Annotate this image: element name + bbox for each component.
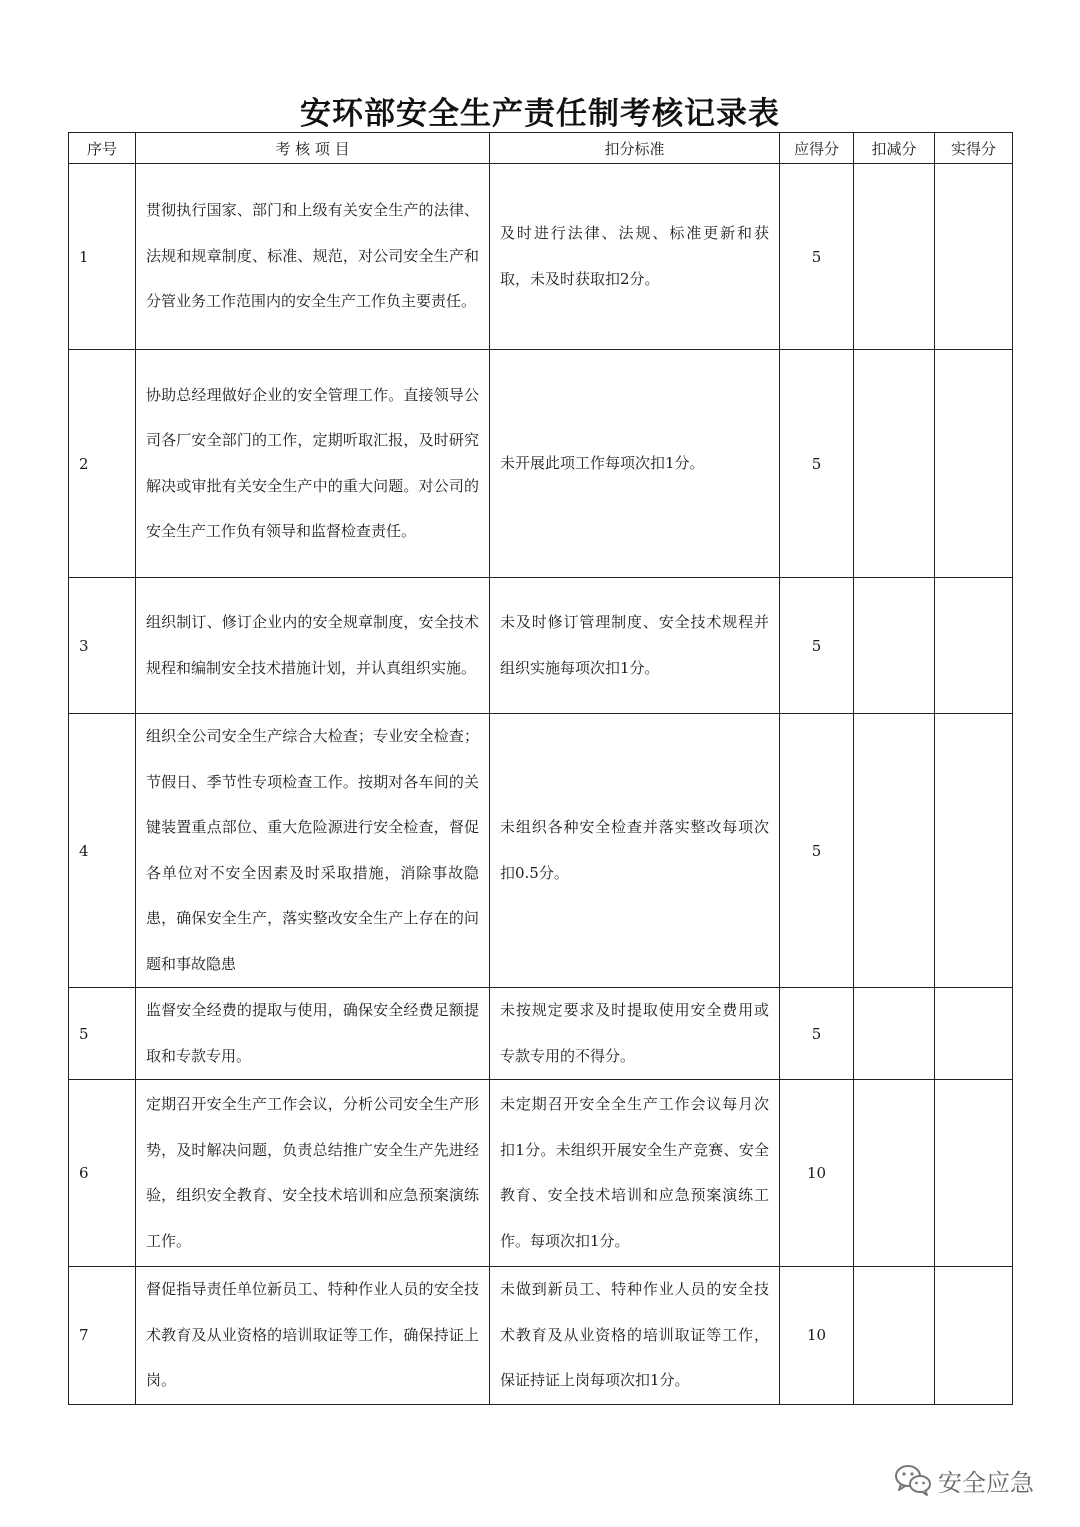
row-item: 组织全公司安全生产综合大检查；专业安全检查；节假日、季节性专项检查工作。按期对各车间的关键装置重点部位、重大危险源进行安全检查，督促各单位对不安全因素及时采取措施，消除事故隐患，确保安全生产，落实整改安全生产上存在的问题和事故隐患: [136, 714, 490, 988]
header-index: 序号: [69, 133, 136, 164]
page-title: 安环部安全生产责任制考核记录表: [300, 96, 780, 132]
row-standard: 未定期召开安全全生产工作会议每月次扣1分。未组织开展安全生产竞赛、安全教育、安全技术培训和应急预案演练工作。每项次扣1分。: [490, 1080, 780, 1267]
row-standard: 未做到新员工、特种作业人员的安全技术教育及从业资格的培训取证等工作，保证持证上岗每项次扣1分。: [490, 1267, 780, 1405]
source-watermark: [894, 1460, 1034, 1500]
row-item: 监督安全经费的提取与使用，确保安全经费足额提取和专款专用。: [136, 988, 490, 1080]
row-full-score: 5: [780, 578, 854, 714]
wechat-icon: [894, 1463, 932, 1497]
row-deduction[interactable]: [854, 578, 935, 714]
row-standard: 未开展此项工作每项次扣1分。: [490, 350, 780, 578]
table-row: [69, 578, 1013, 714]
row-deduction[interactable]: [854, 988, 935, 1080]
row-standard: 未组织各种安全检查并落实整改每项次扣0.5分。: [490, 714, 780, 988]
row-full-score: 10: [780, 1080, 854, 1267]
row-index: 6: [69, 1080, 136, 1267]
row-actual[interactable]: [935, 350, 1013, 578]
table-row: [69, 1080, 1013, 1267]
row-deduction[interactable]: [854, 1080, 935, 1267]
row-index: 7: [69, 1267, 136, 1405]
row-full-score: 5: [780, 988, 854, 1080]
row-index: 5: [69, 988, 136, 1080]
row-index: 4: [69, 714, 136, 988]
row-full-score: 5: [780, 350, 854, 578]
row-full-score: 5: [780, 164, 854, 350]
row-standard: 未按规定要求及时提取使用安全费用或专款专用的不得分。: [490, 988, 780, 1080]
watermark-label: 安全应急: [938, 1468, 1034, 1497]
header-actual: 实得分: [935, 133, 1013, 164]
table-row: [69, 714, 1013, 988]
table-row: [69, 988, 1013, 1080]
row-item: 组织制订、修订企业内的安全规章制度，安全技术规程和编制安全技术措施计划，并认真组织实施。: [136, 578, 490, 714]
header-deduction: 扣减分: [854, 133, 935, 164]
header-item: 考 核 项 目: [136, 133, 490, 164]
table-row: [69, 1267, 1013, 1405]
row-actual[interactable]: [935, 714, 1013, 988]
row-item: 贯彻执行国家、部门和上级有关安全生产的法律、法规和规章制度、标准、规范，对公司安全生产和分管业务工作范围内的安全生产工作负主要责任。: [136, 164, 490, 350]
row-actual[interactable]: [935, 988, 1013, 1080]
row-deduction[interactable]: [854, 350, 935, 578]
table-header-row: [69, 133, 1013, 164]
row-actual[interactable]: [935, 1080, 1013, 1267]
row-index: 1: [69, 164, 136, 350]
row-standard: 及时进行法律、法规、标准更新和获取，未及时获取扣2分。: [490, 164, 780, 350]
row-item: 督促指导责任单位新员工、特种作业人员的安全技术教育及从业资格的培训取证等工作，确保持证上岗。: [136, 1267, 490, 1405]
row-full-score: 10: [780, 1267, 854, 1405]
row-index: 2: [69, 350, 136, 578]
row-deduction[interactable]: [854, 164, 935, 350]
row-actual[interactable]: [935, 578, 1013, 714]
table-row: [69, 350, 1013, 578]
header-standard: 扣分标准: [490, 133, 780, 164]
row-standard: 未及时修订管理制度、安全技术规程并组织实施每项次扣1分。: [490, 578, 780, 714]
table-row: [69, 164, 1013, 350]
row-index: 3: [69, 578, 136, 714]
row-item: 协助总经理做好企业的安全管理工作。直接领导公司各厂安全部门的工作，定期听取汇报，及时研究解决或审批有关安全生产中的重大问题。对公司的安全生产工作负有领导和监督检查责任。: [136, 350, 490, 578]
row-full-score: 5: [780, 714, 854, 988]
row-deduction[interactable]: [854, 1267, 935, 1405]
assessment-table: [68, 132, 1013, 1405]
header-full-score: 应得分: [780, 133, 854, 164]
row-actual[interactable]: [935, 164, 1013, 350]
row-actual[interactable]: [935, 1267, 1013, 1405]
row-item: 定期召开安全生产工作会议，分析公司安全生产形势，及时解决问题，负责总结推广安全生产先进经验，组织安全教育、安全技术培训和应急预案演练工作。: [136, 1080, 490, 1267]
row-deduction[interactable]: [854, 714, 935, 988]
